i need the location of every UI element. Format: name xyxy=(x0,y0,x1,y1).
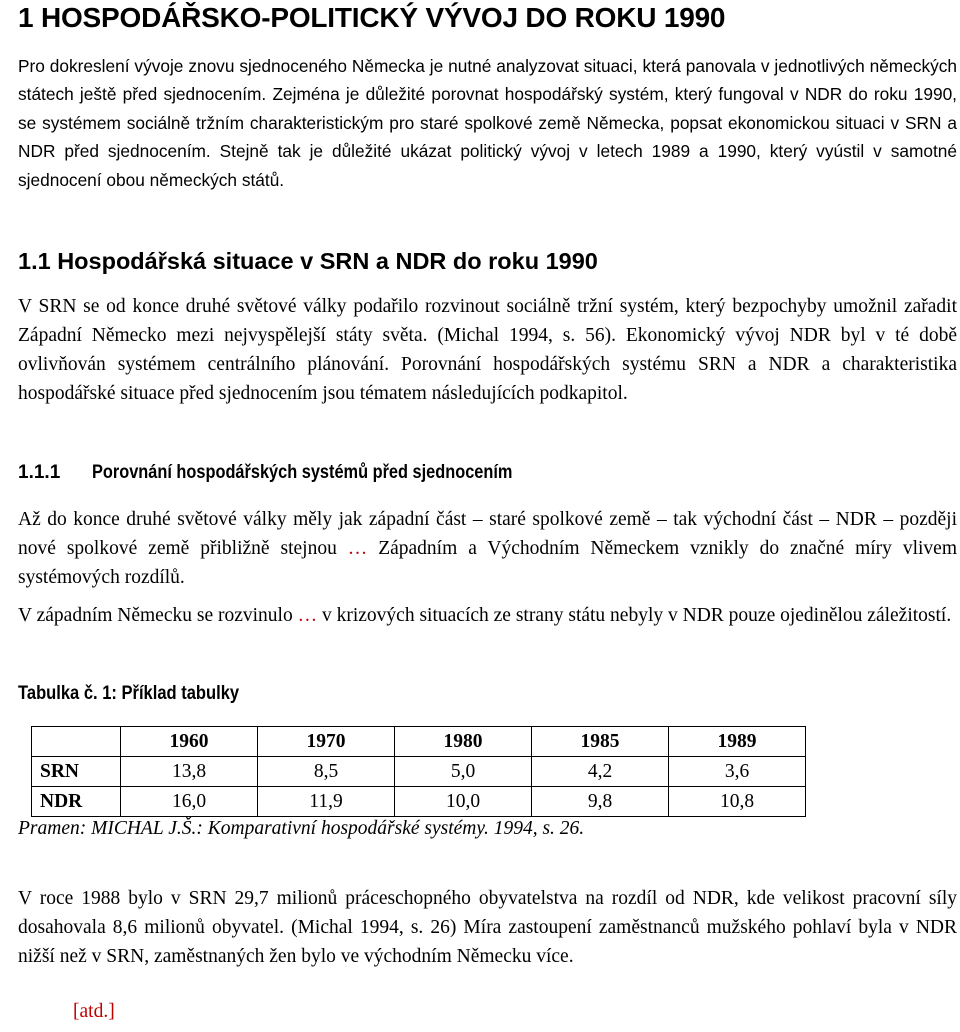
table-cell: 16,0 xyxy=(121,787,258,817)
paragraph-west-end: v krizových situacích ze strany státu nebyly v NDR pouze ojedinělou záležitostí. xyxy=(317,605,952,626)
paragraph-systems-start: Až do konce druhé světové války měly jak západní část – staré spolkové země – tak východní část – NDR – později nové spolkové země přibližně stejnou xyxy=(18,509,957,559)
table-cell: 5,0 xyxy=(395,757,532,787)
table-corner-cell xyxy=(32,727,121,757)
year-header: 1985 xyxy=(532,727,669,757)
table-cell: 8,5 xyxy=(258,757,395,787)
year-header: 1960 xyxy=(121,727,258,757)
table-cell: 3,6 xyxy=(669,757,806,787)
table-header-row xyxy=(32,727,806,757)
subsection-heading xyxy=(18,462,581,484)
table-row xyxy=(32,787,806,817)
paragraph-systems xyxy=(18,505,957,592)
section-paragraph: V SRN se od konce druhé světové války podařilo rozvinout sociálně tržní systém, který bezpochyby umožnil zařadit Západní Německo mezi nejvyspělejší státy světa. (Michal 1994, s. 56). Ekonomický vývoj NDR byl v té době ovlivňován systémem centrálního plánování. Porovnání hospodářských systému SRN a NDR a charakteristika hospodářské situace před sjednocením jsou tématem následujících podkapitol. xyxy=(18,296,957,404)
table-cell: 10,8 xyxy=(669,787,806,817)
table-cell: 9,8 xyxy=(532,787,669,817)
year-header: 1980 xyxy=(395,727,532,757)
intro-paragraph: Pro dokreslení vývoje znovu sjednoceného Německa je nutné analyzovat situaci, která panovala v jednotlivých německých státech ještě před sjednocením. Zejména je důležité porovnat hospodářský systém, který fungoval v NDR do roku 1990, se systémem sociálně tržním charakteristickým pro staré spolkové země Německa, popsat ekonomickou situaci v SRN a NDR před sjednocením. Stejně tak je důležité ukázat politický vývoj v letech 1989 a 1990, který vyústil v samotné sjednocení obou německých států. xyxy=(18,56,957,190)
data-table xyxy=(31,726,806,817)
ellipsis-placeholder: … xyxy=(347,538,368,559)
table-cell: 10,0 xyxy=(395,787,532,817)
table-cell: 13,8 xyxy=(121,757,258,787)
ellipsis-placeholder: … xyxy=(297,605,318,626)
closing-paragraph: V roce 1988 bylo v SRN 29,7 milionů práceschopného obyvatelstva na rozdíl od NDR, kde velikost pracovní síly dosahovala 8,6 milionů obyvatel. (Michal 1994, s. 26) Míra zastoupení zaměstnanců mužského pohlaví byla v NDR nižší než v SRN, zaměstnaných žen bylo ve východním Německu více. xyxy=(18,888,957,967)
more-marker: [atd.] xyxy=(73,1001,115,1022)
paragraph-west-germany xyxy=(18,601,957,630)
paragraph-west-start: V západním Německu se rozvinulo xyxy=(18,605,298,626)
table-cell: 11,9 xyxy=(258,787,395,817)
table-row xyxy=(32,757,806,787)
table-source: Pramen: MICHAL J.Š.: Komparativní hospodářské systémy. 1994, s. 26. xyxy=(18,818,585,839)
paragraph-systems-end: Západním a Východním Německem vznikly do značné míry vlivem systémových rozdílů. xyxy=(18,538,957,588)
subsection-title: Porovnání hospodářských systémů před sjednocením xyxy=(92,462,513,483)
year-header: 1970 xyxy=(258,727,395,757)
chapter-heading: 1 HOSPODÁŘSKO-POLITICKÝ VÝVOJ DO ROKU 1990 xyxy=(18,2,726,33)
subsection-number: 1.1.1 xyxy=(18,462,61,483)
row-label: NDR xyxy=(32,787,121,817)
table-caption: Tabulka č. 1: Příklad tabulky xyxy=(18,683,240,704)
section-heading: 1.1 Hospodářská situace v SRN a NDR do roku 1990 xyxy=(18,248,598,274)
table-cell: 4,2 xyxy=(532,757,669,787)
year-header: 1989 xyxy=(669,727,806,757)
row-label: SRN xyxy=(32,757,121,787)
